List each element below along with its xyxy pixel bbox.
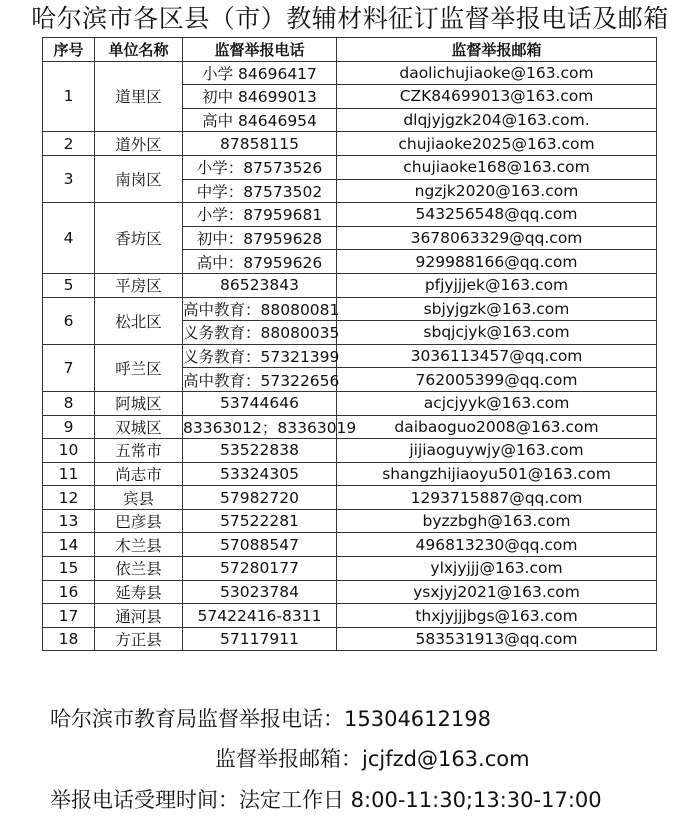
unit-name-cell: 通河县: [95, 604, 183, 628]
table-row: [43, 297, 657, 321]
phone-cell: 义务教育：88080035: [183, 321, 337, 345]
serial-number-cell: 16: [43, 580, 95, 604]
email-cell: dlqjyjgzk204@163.com.: [337, 108, 657, 132]
unit-name-cell: 双城区: [95, 415, 183, 439]
email-cell: ysxjyj2021@163.com: [337, 580, 657, 604]
phone-cell: 57522281: [183, 509, 337, 533]
serial-number-cell: 12: [43, 486, 95, 510]
phone-cell: 义务教育：57321399: [183, 344, 337, 368]
phone-cell: 中学：87573502: [183, 179, 337, 203]
table-row: [43, 604, 657, 628]
unit-name-cell: 香坊区: [95, 203, 183, 274]
phone-cell: 57280177: [183, 557, 337, 581]
email-cell: 583531913@qq.com: [337, 627, 657, 651]
header-report-email: 监督举报邮箱: [337, 38, 657, 62]
serial-number-cell: 10: [43, 439, 95, 463]
email-cell: thxjyjjjbgs@163.com: [337, 604, 657, 628]
email-cell: acjcjyyk@163.com: [337, 391, 657, 415]
table-body: [43, 61, 657, 651]
email-cell: ngzjk2020@163.com: [337, 179, 657, 203]
email-cell: pfjyjjjek@163.com: [337, 273, 657, 297]
email-cell: 762005399@qq.com: [337, 368, 657, 392]
unit-name-cell: 南岗区: [95, 155, 183, 202]
email-cell: byzzbgh@163.com: [337, 509, 657, 533]
email-cell: chujiaoke2025@163.com: [337, 132, 657, 156]
phone-cell: 小学：87573526: [183, 155, 337, 179]
phone-cell: 57088547: [183, 533, 337, 557]
table-row: [43, 439, 657, 463]
email-cell: chujiaoke168@163.com: [337, 155, 657, 179]
serial-number-cell: 6: [43, 297, 95, 344]
table-row: [43, 61, 657, 85]
table-row: [43, 557, 657, 581]
phone-cell: 高中 84646954: [183, 108, 337, 132]
phone-cell: 57117911: [183, 627, 337, 651]
phone-cell: 小学 84696417: [183, 61, 337, 85]
serial-number-cell: 7: [43, 344, 95, 391]
email-cell: 3678063329@qq.com: [337, 226, 657, 250]
email-cell: daibaoguo2008@163.com: [337, 415, 657, 439]
unit-name-cell: 木兰县: [95, 533, 183, 557]
table-row: [43, 415, 657, 439]
unit-name-cell: 巴彦县: [95, 509, 183, 533]
unit-name-cell: 方正县: [95, 627, 183, 651]
phone-cell: 57982720: [183, 486, 337, 510]
serial-number-cell: 8: [43, 391, 95, 415]
serial-number-cell: 15: [43, 557, 95, 581]
unit-name-cell: 尚志市: [95, 462, 183, 486]
table-row: [43, 486, 657, 510]
table-row: [43, 533, 657, 557]
table-row: [43, 391, 657, 415]
phone-cell: 87858115: [183, 132, 337, 156]
header-unit-name: 单位名称: [95, 38, 183, 62]
table-row: [43, 580, 657, 604]
report-mailbox: 监督举报邮箱：jcjfzd@163.com: [215, 747, 530, 771]
unit-name-cell: 阿城区: [95, 391, 183, 415]
phone-cell: 86523843: [183, 273, 337, 297]
email-cell: 543256548@qq.com: [337, 203, 657, 227]
email-cell: 3036113457@qq.com: [337, 344, 657, 368]
email-cell: daolichujiaoke@163.com: [337, 61, 657, 85]
serial-number-cell: 4: [43, 203, 95, 274]
phone-cell: 53522838: [183, 439, 337, 463]
phone-cell: 83363012；83363019: [183, 415, 337, 439]
unit-name-cell: 五常市: [95, 439, 183, 463]
table-row: [43, 462, 657, 486]
table-row: [43, 132, 657, 156]
table-row: [43, 509, 657, 533]
table-row: [43, 203, 657, 227]
unit-name-cell: 道里区: [95, 61, 183, 132]
report-contacts-table: [42, 37, 656, 651]
email-cell: 496813230@qq.com: [337, 533, 657, 557]
serial-number-cell: 17: [43, 604, 95, 628]
email-cell: shangzhijiaoyu501@163.com: [337, 462, 657, 486]
unit-name-cell: 道外区: [95, 132, 183, 156]
phone-cell: 高中教育：88080081: [183, 297, 337, 321]
serial-number-cell: 2: [43, 132, 95, 156]
unit-name-cell: 依兰县: [95, 557, 183, 581]
education-bureau-hotline: 哈尔滨市教育局监督举报电话：15304612198: [50, 707, 491, 731]
phone-cell: 57422416-8311: [183, 604, 337, 628]
phone-cell: 高中教育：57322656: [183, 368, 337, 392]
email-cell: ylxjyjjj@163.com: [337, 557, 657, 581]
email-cell: jijiaoguywjy@163.com: [337, 439, 657, 463]
phone-cell: 小学：87959681: [183, 203, 337, 227]
page-title: 哈尔滨市各区县（市）教辅材料征订监督举报电话及邮箱: [31, 4, 669, 33]
serial-number-cell: 13: [43, 509, 95, 533]
email-cell: sbjyjgzk@163.com: [337, 297, 657, 321]
header-report-phone: 监督举报电话: [183, 38, 337, 62]
email-cell: 929988166@qq.com: [337, 250, 657, 274]
unit-name-cell: 延寿县: [95, 580, 183, 604]
serial-number-cell: 9: [43, 415, 95, 439]
phone-cell: 53744646: [183, 391, 337, 415]
phone-cell: 高中：87959626: [183, 250, 337, 274]
table-row: [43, 627, 657, 651]
phone-cell: 53023784: [183, 580, 337, 604]
serial-number-cell: 5: [43, 273, 95, 297]
table-row: [43, 155, 657, 179]
serial-number-cell: 18: [43, 627, 95, 651]
phone-cell: 53324305: [183, 462, 337, 486]
hotline-service-hours: 举报电话受理时间：法定工作日 8:00-11:30;13:30-17:00: [50, 788, 602, 812]
serial-number-cell: 11: [43, 462, 95, 486]
header-serial-number: 序号: [43, 38, 95, 62]
unit-name-cell: 呼兰区: [95, 344, 183, 391]
unit-name-cell: 松北区: [95, 297, 183, 344]
serial-number-cell: 14: [43, 533, 95, 557]
phone-cell: 初中：87959628: [183, 226, 337, 250]
email-cell: sbqjcjyk@163.com: [337, 321, 657, 345]
email-cell: 1293715887@qq.com: [337, 486, 657, 510]
unit-name-cell: 宾县: [95, 486, 183, 510]
table-row: [43, 344, 657, 368]
email-cell: CZK84699013@163.com: [337, 85, 657, 109]
table-row: [43, 273, 657, 297]
phone-cell: 初中 84699013: [183, 85, 337, 109]
table-header-row: [43, 38, 657, 62]
unit-name-cell: 平房区: [95, 273, 183, 297]
serial-number-cell: 1: [43, 61, 95, 132]
serial-number-cell: 3: [43, 155, 95, 202]
